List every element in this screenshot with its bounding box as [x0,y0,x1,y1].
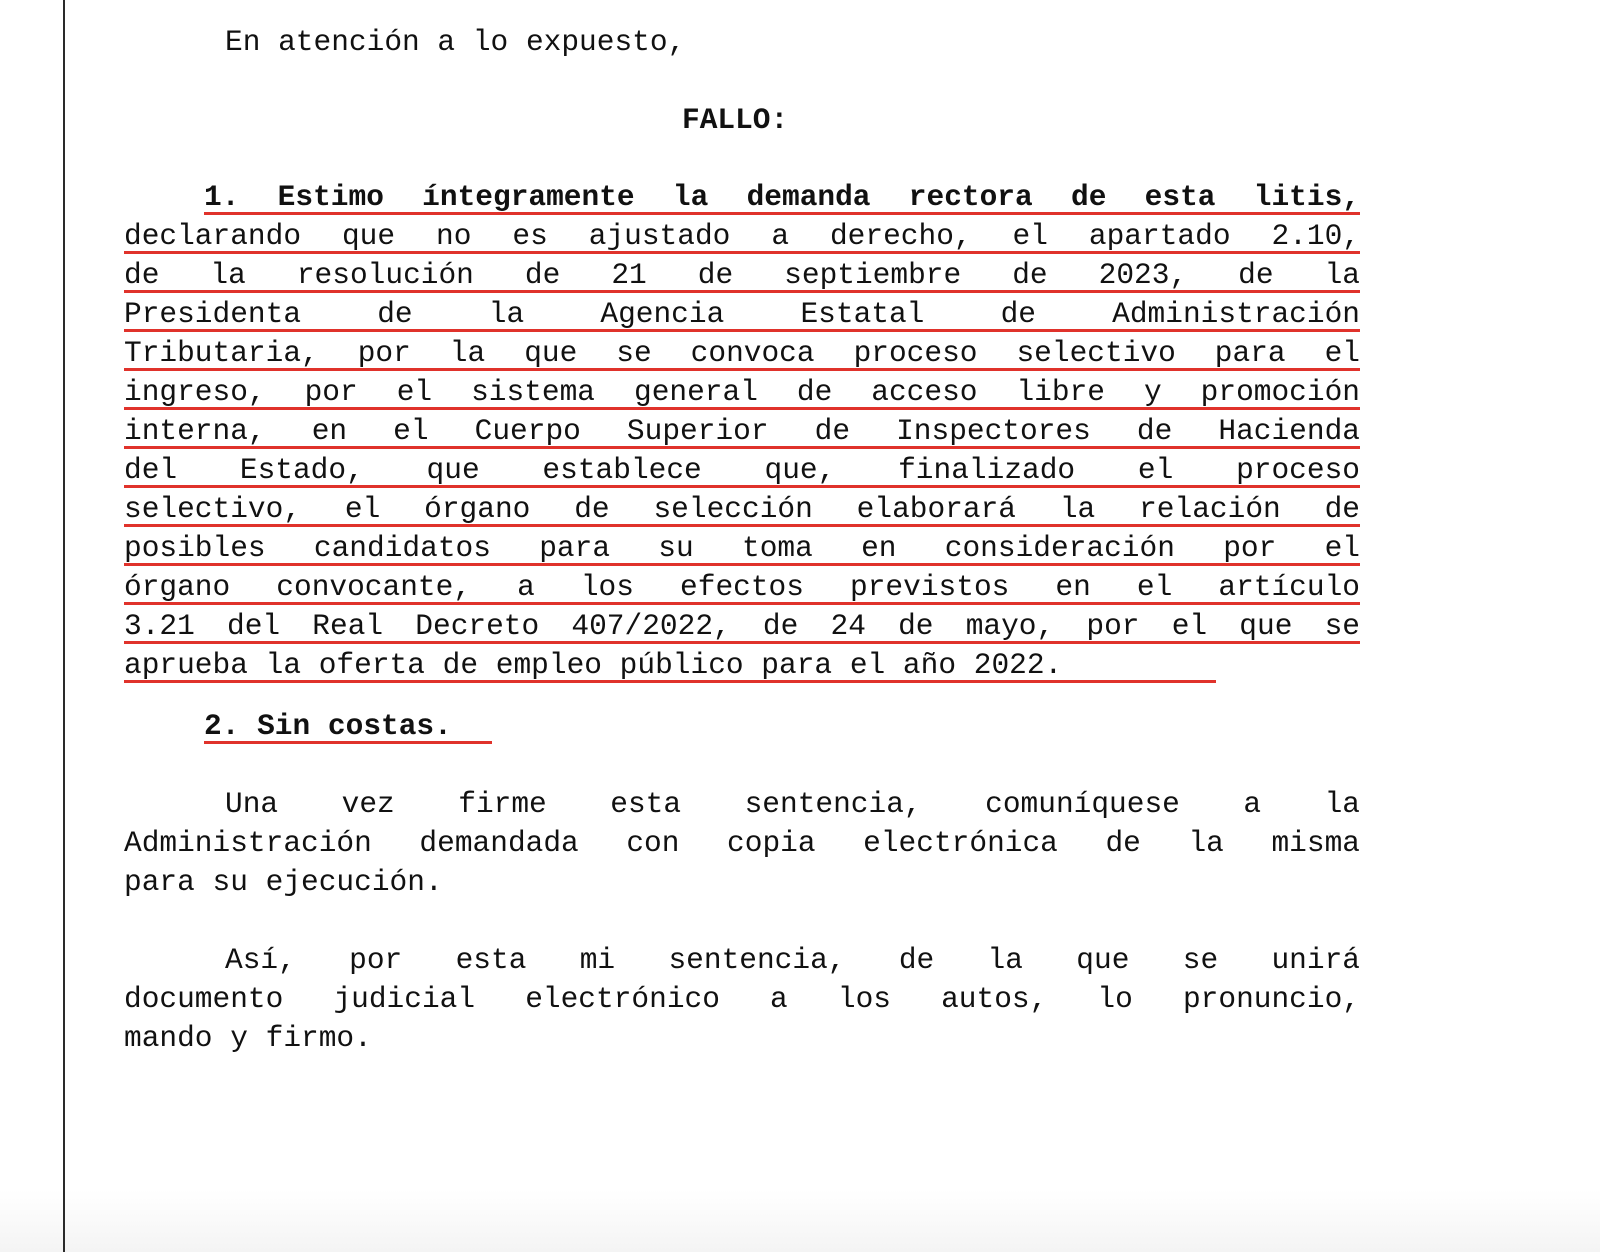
ruling-1-line: 3.21 del Real Decreto 407/2022, de 24 de mayo, por el que se [124,609,1360,643]
page-margin-rule [63,0,65,1252]
ruling-1-line: posibles candidatos para su toma en consideración por el [124,531,1360,565]
paragraph-line: Administración demandada con copia electrónica de la misma [124,826,1360,860]
ruling-1-line: selectivo, el órgano de selección elaborará la relación de [124,492,1360,526]
ruling-1-line: Tributaria, por la que se convoca proceso selectivo para el [124,336,1360,370]
paragraph-line: para su ejecución. [124,865,443,899]
ruling-1-line: ingreso, por el sistema general de acceso libre y promoción [124,375,1360,409]
fallo-heading: FALLO: [682,103,789,137]
paragraph-line: Así, por esta mi sentencia, de la que se unirá [225,943,1360,977]
ruling-1-line: 1. Estimo íntegramente la demanda rectora de esta litis, [204,180,1360,214]
ruling-1-line: Presidenta de la Agencia Estatal de Administración [124,297,1360,331]
paragraph-line: mando y firmo. [124,1021,372,1055]
ruling-1-line: de la resolución de 21 de septiembre de 2023, de la [124,258,1360,292]
ruling-1-line: órgano convocante, a los efectos previstos en el artículo [124,570,1360,604]
ruling-2: 2. Sin costas. [204,708,492,744]
ruling-1-line: del Estado, que establece que, finalizado el proceso [124,453,1360,487]
intro-text: En atención a lo expuesto, [225,25,686,59]
ruling-1-line: aprueba la oferta de empleo público para el año 2022. [124,647,1216,683]
paragraph-line: Una vez firme esta sentencia, comuníquese a la [225,787,1360,821]
ruling-1-line: interna, en el Cuerpo Superior de Inspectores de Hacienda [124,414,1360,448]
ruling-1-line: declarando que no es ajustado a derecho, el apartado 2.10, [124,219,1360,253]
paragraph-line: documento judicial electrónico a los autos, lo pronuncio, [124,982,1360,1016]
